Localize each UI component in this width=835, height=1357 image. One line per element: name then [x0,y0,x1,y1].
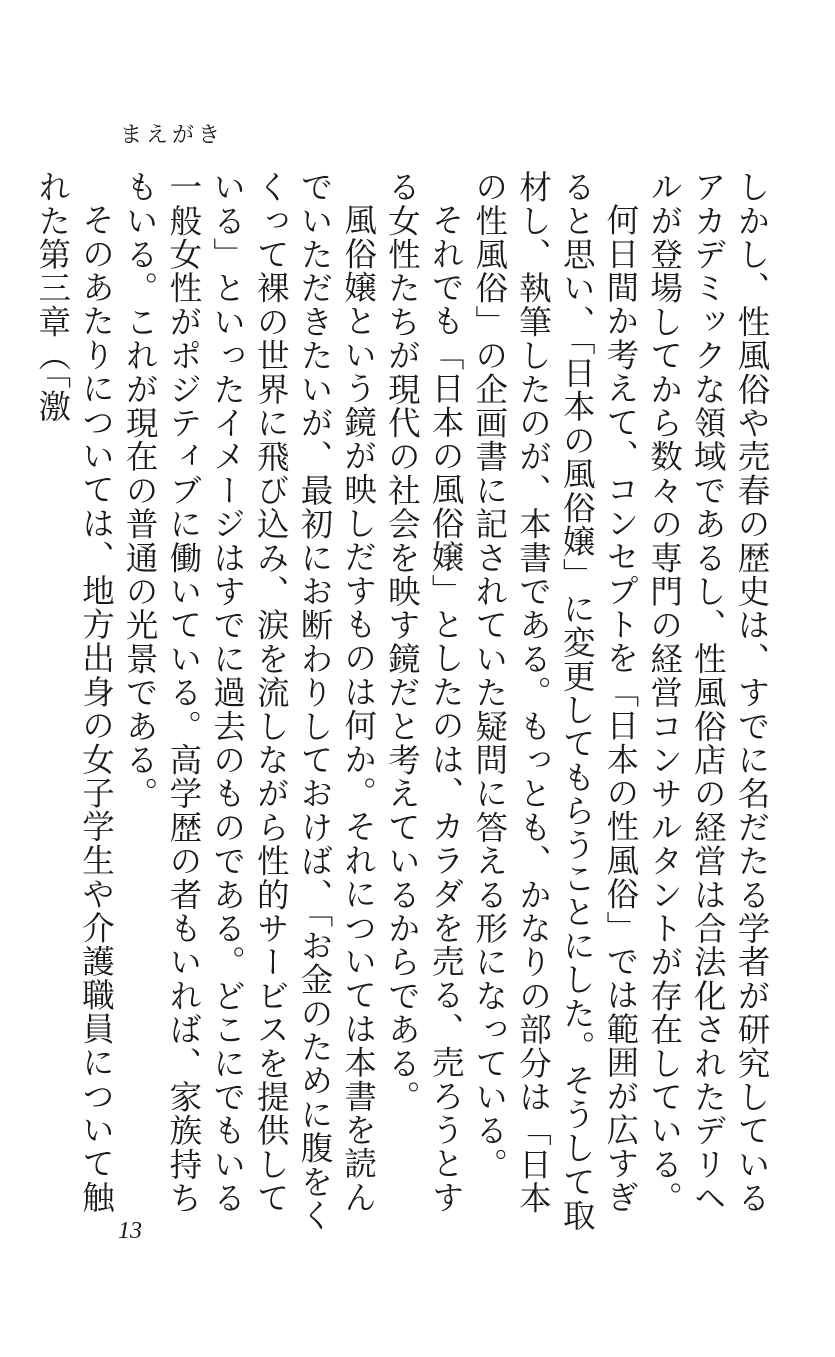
page-number: 13 [118,1218,142,1244]
vertical-body-text [33,170,773,1240]
paragraph-4: 風俗嬢という鏡が映しだすものは何か。それについては本書を読んでいただきたいが、最初にお断わりしておけば、「お金のために腹をくくって裸の世界に飛び込み、涙を流しながら性的サービスを提供している」といったイメージはすでに過去のものである。どこにでもいる一般女性がポジティブに働いている。高学歴の者もいれば、家族持ちもいる。これが現在の普通の光景である。 [121,170,378,1233]
paragraph-3: それでも「日本の風俗嬢」としたのは、カラダを売る、売ろうとする女性たちが現代の社会を映す鏡だと考えているからである。 [383,170,466,1214]
paragraph-5: そのあたりについては、地方出身の女子学生や介護職員について触れた第三章（「激 [33,170,116,1214]
paragraph-1: しかし、性風俗や売春の歴史は、すでに名だたる学者が研究しているアカデミックな領域であるし、性風俗店の経営は合法化されたデリヘルが登場してから数々の専門の経営コンサルタントが存在している。 [645,170,771,1215]
paragraph-2: 何日間か考えて、コンセプトを「日本の性風俗」では範囲が広すぎると思い、「日本の風俗嬢」に変更してもらうことにした。そうして取材し、執筆したのが、本書である。もっとも、かなりの部分は「日本の性風俗」の企画書に記されていた疑問に答える形になっている。 [470,170,640,1233]
running-title: まえがき [120,123,225,148]
